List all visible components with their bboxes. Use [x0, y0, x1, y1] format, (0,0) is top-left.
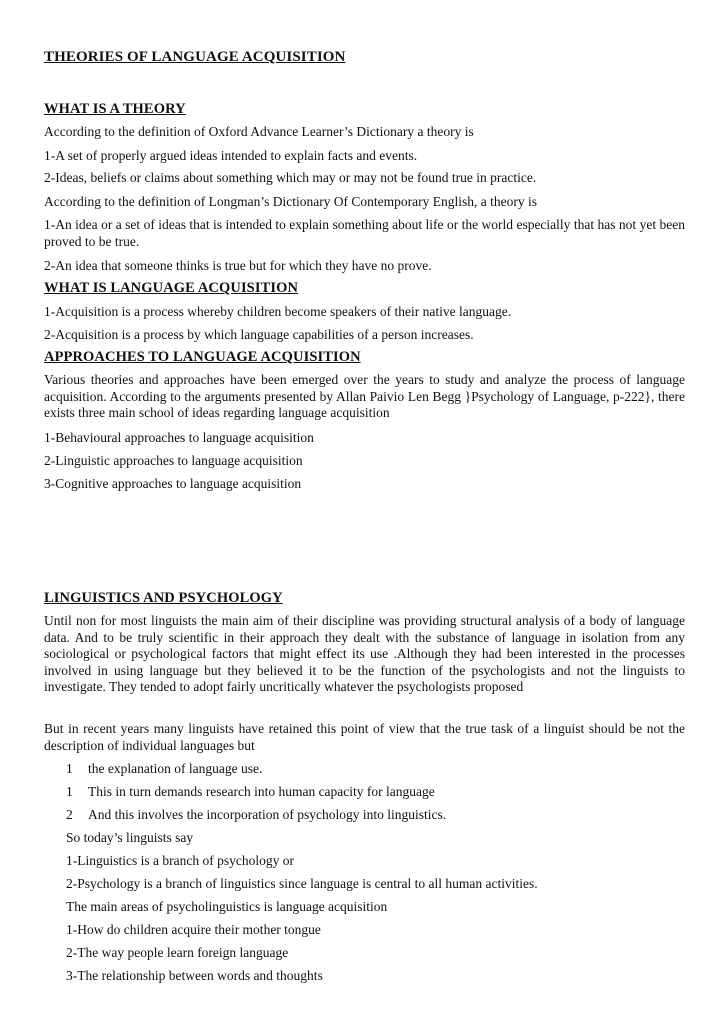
linguistics-paragraph-1: Until non for most linguists the main aim of their discipline was providing structural analysis of a body of language data. And to be truly scientific in their approach they dealt with the substance of language in isolation from any sociological or psychological factors that might effect its use .Although they had been interested in the processes involved in using language but they believed it to be the function of the psychologists and not the linguists to investigate. They tended to adopt fairly uncritically whatever the psychologists proposed [44, 613, 685, 694]
heading-what-is-language-acquisition: WHAT IS LANGUAGE ACQUISITION [44, 280, 299, 296]
area-item-2: 2-The way people learn foreign language [66, 945, 289, 960]
heading-approaches: APPROACHES TO LANGUAGE ACQUISITION [44, 349, 361, 365]
areas-intro: The main areas of psycholinguistics is language acquisition [66, 899, 388, 914]
list-item-text: the explanation of language use. [88, 761, 263, 776]
list-item [66, 761, 262, 777]
list-item-text: And this involves the incorporation of psychology into linguistics. [88, 807, 447, 822]
approach-item-2: 2-Linguistic approaches to language acquisition [44, 453, 303, 468]
list-item-number: 1 [66, 784, 73, 799]
heading-linguistics-and-psychology: LINGUISTICS AND PSYCHOLOGY [44, 590, 283, 606]
page-title: THEORIES OF LANGUAGE ACQUISITION [44, 49, 346, 65]
approach-item-1: 1-Behavioural approaches to language acquisition [44, 430, 314, 445]
oxford-definition-1: 1-A set of properly argued ideas intended to explain facts and events. [44, 148, 418, 163]
oxford-intro: According to the definition of Oxford Advance Learner’s Dictionary a theory is [44, 124, 474, 139]
longman-intro: According to the definition of Longman’s Dictionary Of Contemporary English, a theory is [44, 194, 538, 209]
area-item-1: 1-How do children acquire their mother tongue [66, 922, 321, 937]
linguistics-paragraph-2: But in recent years many linguists have retained this point of view that the true task of a linguist should be not the description of individual languages but [44, 721, 685, 753]
list-item-number: 2 [66, 807, 73, 822]
list-item [66, 784, 435, 800]
list-item [66, 807, 446, 823]
heading-what-is-a-theory: WHAT IS A THEORY [44, 101, 186, 117]
area-item-3: 3-The relationship between words and thoughts [66, 968, 323, 983]
linguists-say-2: 2-Psychology is a branch of linguistics since language is central to all human activities. [66, 876, 538, 891]
list-item-number: 1 [66, 761, 73, 776]
longman-definition-1: 1-An idea or a set of ideas that is intended to explain something about life or the world especially that has not yet been proved to be true. [44, 217, 685, 249]
longman-definition-2: 2-An idea that someone thinks is true but for which they have no prove. [44, 258, 432, 273]
approach-item-3: 3-Cognitive approaches to language acquisition [44, 476, 302, 491]
oxford-definition-2: 2-Ideas, beliefs or claims about something which may or may not be found true in practice. [44, 170, 537, 185]
list-item-text: This in turn demands research into human capacity for language [88, 784, 435, 799]
linguists-say-1: 1-Linguistics is a branch of psychology or [66, 853, 294, 868]
acquisition-item-1: 1-Acquisition is a process whereby children become speakers of their native language. [44, 304, 512, 319]
approaches-paragraph: Various theories and approaches have been emerged over the years to study and analyze the process of language acquisition. According to the arguments presented by Allan Paivio Len Begg }Psychology of Language, p-222}, there exists three main school of ideas regarding language acquisition [44, 372, 685, 420]
acquisition-item-2: 2-Acquisition is a process by which language capabilities of a person increases. [44, 327, 474, 342]
linguists-say-intro: So today’s linguists say [66, 830, 194, 845]
